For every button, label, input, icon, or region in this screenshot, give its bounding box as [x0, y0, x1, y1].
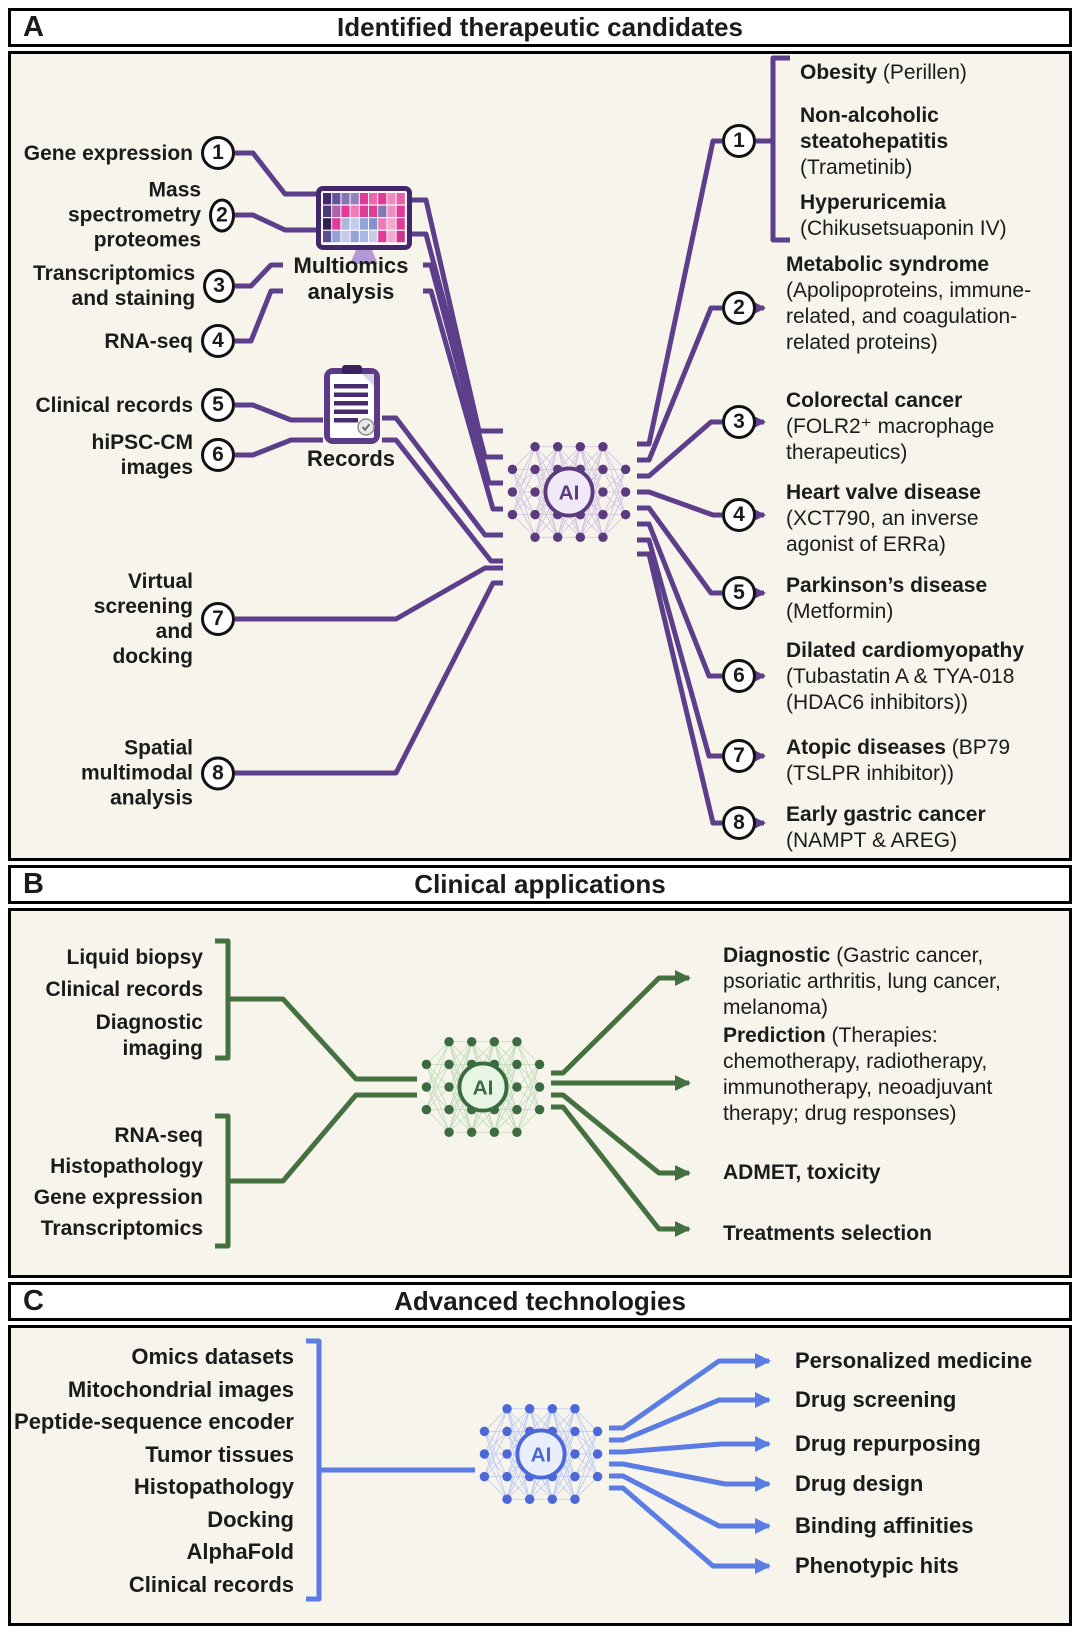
output-phenotypic-hits: Phenotypic hits — [795, 1553, 959, 1578]
output-metabolic-syndrome: Metabolic syndrome (Apolipoproteins, immune-related, and coagulation-related proteins) — [786, 253, 1032, 354]
output-drug-design: Drug design — [795, 1471, 924, 1496]
input-row-gene-expression — [23, 136, 235, 170]
output-obesity: Obesity (Perillen) — [800, 61, 967, 84]
svg-text:AI: AI — [472, 1076, 494, 1100]
input-list — [11, 1341, 294, 1601]
number-badge: 1 — [201, 136, 235, 170]
input-label: Clinical records — [35, 393, 193, 417]
number-badge: 8 — [201, 756, 235, 790]
panel-b-title: Clinical applications — [414, 869, 666, 899]
output-nash: Non-alcoholic steatohepatitis (Trametinib) — [800, 104, 949, 179]
input-label: Mass spectrometry proteomes — [68, 178, 202, 252]
number-badge: 2 — [722, 291, 756, 325]
panel-b-content — [8, 908, 1072, 1278]
input-row-clinical-records — [23, 388, 235, 422]
panel-b-header — [8, 865, 1072, 904]
number-badge: 5 — [722, 576, 756, 610]
number-badge: 4 — [722, 498, 756, 532]
ai-network-icon — [503, 426, 635, 558]
number-badge: 7 — [722, 739, 756, 773]
number-badge: 2 — [209, 198, 235, 232]
input-histopathology: Histopathology — [50, 1155, 203, 1178]
number-badge: 3 — [722, 405, 756, 439]
input-row-transcriptomics — [23, 261, 235, 311]
output-admet-toxicity: ADMET, toxicity — [723, 1161, 881, 1184]
output-treatments-selection: Treatments selection — [723, 1222, 932, 1245]
input-row-spatial-multimodal — [23, 736, 235, 811]
output-diagnostic: Diagnostic (Gastric cancer, psoriatic arthritis, lung cancer, melanoma) — [723, 944, 1001, 1019]
input-liquid-biopsy: Liquid biopsy — [66, 946, 203, 969]
number-badge: 1 — [722, 124, 756, 158]
input-label: Gene expression — [23, 141, 193, 165]
output-hyperuricemia: Hyperuricemia (Chikusetsuaponin IV) — [800, 191, 1007, 240]
number-badge: 6 — [201, 438, 235, 472]
input-label: hiPSC-CM images — [91, 431, 193, 479]
input-group-omics — [11, 1120, 203, 1244]
input-row-hipsc-images — [23, 430, 235, 480]
output-heart-valve-disease: Heart valve disease (XCT790, an inverse agonist of ERRa) — [786, 481, 981, 556]
input-mitochondrial-images: Mitochondrial images — [67, 1376, 294, 1402]
input-clinical-records: Clinical records — [128, 1571, 294, 1597]
input-row-virtual-screening — [23, 569, 235, 669]
input-histopathology: Histopathology — [133, 1474, 294, 1499]
input-alphafold: AlphaFold — [186, 1539, 294, 1564]
panel-a-content — [8, 51, 1072, 861]
number-badge: 5 — [201, 388, 235, 422]
output-personalized-medicine: Personalized medicine — [795, 1348, 1033, 1373]
output-dilated-cardiomyopathy: Dilated cardiomyopathy (Tubastatin A & TYA-018 (HDAC6 inhibitors)) — [786, 639, 1025, 714]
input-label: Spatial multimodal analysis — [80, 736, 193, 810]
panel-c-label: C — [23, 1285, 44, 1317]
output-binding-affinities: Binding affinities — [795, 1513, 974, 1538]
panel-a-header — [8, 8, 1072, 47]
number-badge: 6 — [722, 659, 756, 693]
input-docking: Docking — [207, 1506, 294, 1532]
number-badge: 7 — [201, 602, 235, 636]
output-colorectal-cancer: Colorectal cancer (FOLR2⁺ macrophage therapeutics) — [786, 389, 995, 464]
input-label: Transcriptomics and staining — [33, 262, 196, 310]
input-transcriptomics: Transcriptomics — [40, 1217, 203, 1240]
input-diagnostic-imaging: Diagnostic imaging — [95, 1011, 203, 1060]
output-parkinsons-disease: Parkinson’s disease (Metformin) — [786, 574, 988, 623]
input-row-rna-seq — [23, 324, 235, 358]
input-rna-seq: RNA-seq — [114, 1124, 203, 1147]
input-omics-datasets: Omics datasets — [131, 1344, 294, 1369]
input-row-mass-spectrometry — [23, 178, 235, 253]
svg-text:AI: AI — [530, 1443, 552, 1467]
multiomics-label: Multiomics analysis — [293, 253, 409, 304]
panel-c-title: Advanced technologies — [394, 1286, 686, 1316]
panel-stack — [8, 8, 1072, 1626]
number-badge: 4 — [201, 324, 235, 358]
input-peptide-sequence-encoder: Peptide-sequence encoder — [14, 1409, 294, 1434]
output-drug-screening: Drug screening — [795, 1387, 957, 1412]
panel-c-header — [8, 1282, 1072, 1321]
input-label: RNA-seq — [104, 329, 193, 353]
number-badge: 8 — [722, 806, 756, 840]
panel-a-title: Identified therapeutic candidates — [337, 12, 743, 42]
panel-b-label: B — [23, 868, 44, 900]
input-clinical-records: Clinical records — [45, 978, 203, 1001]
output-drug-repurposing: Drug repurposing — [795, 1431, 981, 1456]
output-prediction: Prediction (Therapies: chemotherapy, radiotherapy, immunotherapy, neoadjuvant therapy; drug responses) — [723, 1024, 993, 1125]
input-label: Virtual screening and docking — [93, 570, 193, 668]
svg-text:AI: AI — [558, 481, 580, 505]
output-early-gastric-cancer: Early gastric cancer (NAMPT & AREG) — [786, 803, 986, 852]
number-badge: 3 — [203, 269, 235, 303]
ai-network-icon — [475, 1388, 607, 1520]
ai-network-icon — [417, 1021, 549, 1153]
input-tumor-tissues: Tumor tissues — [145, 1441, 294, 1467]
output-atopic-diseases: Atopic diseases (BP79 (TSLPR inhibitor)) — [786, 736, 1011, 785]
records-clipboard-icon — [323, 364, 381, 446]
records-label: Records — [306, 446, 396, 471]
input-gene-expression: Gene expression — [33, 1186, 203, 1209]
panel-a-label: A — [23, 11, 44, 43]
panel-c-content — [8, 1325, 1072, 1626]
